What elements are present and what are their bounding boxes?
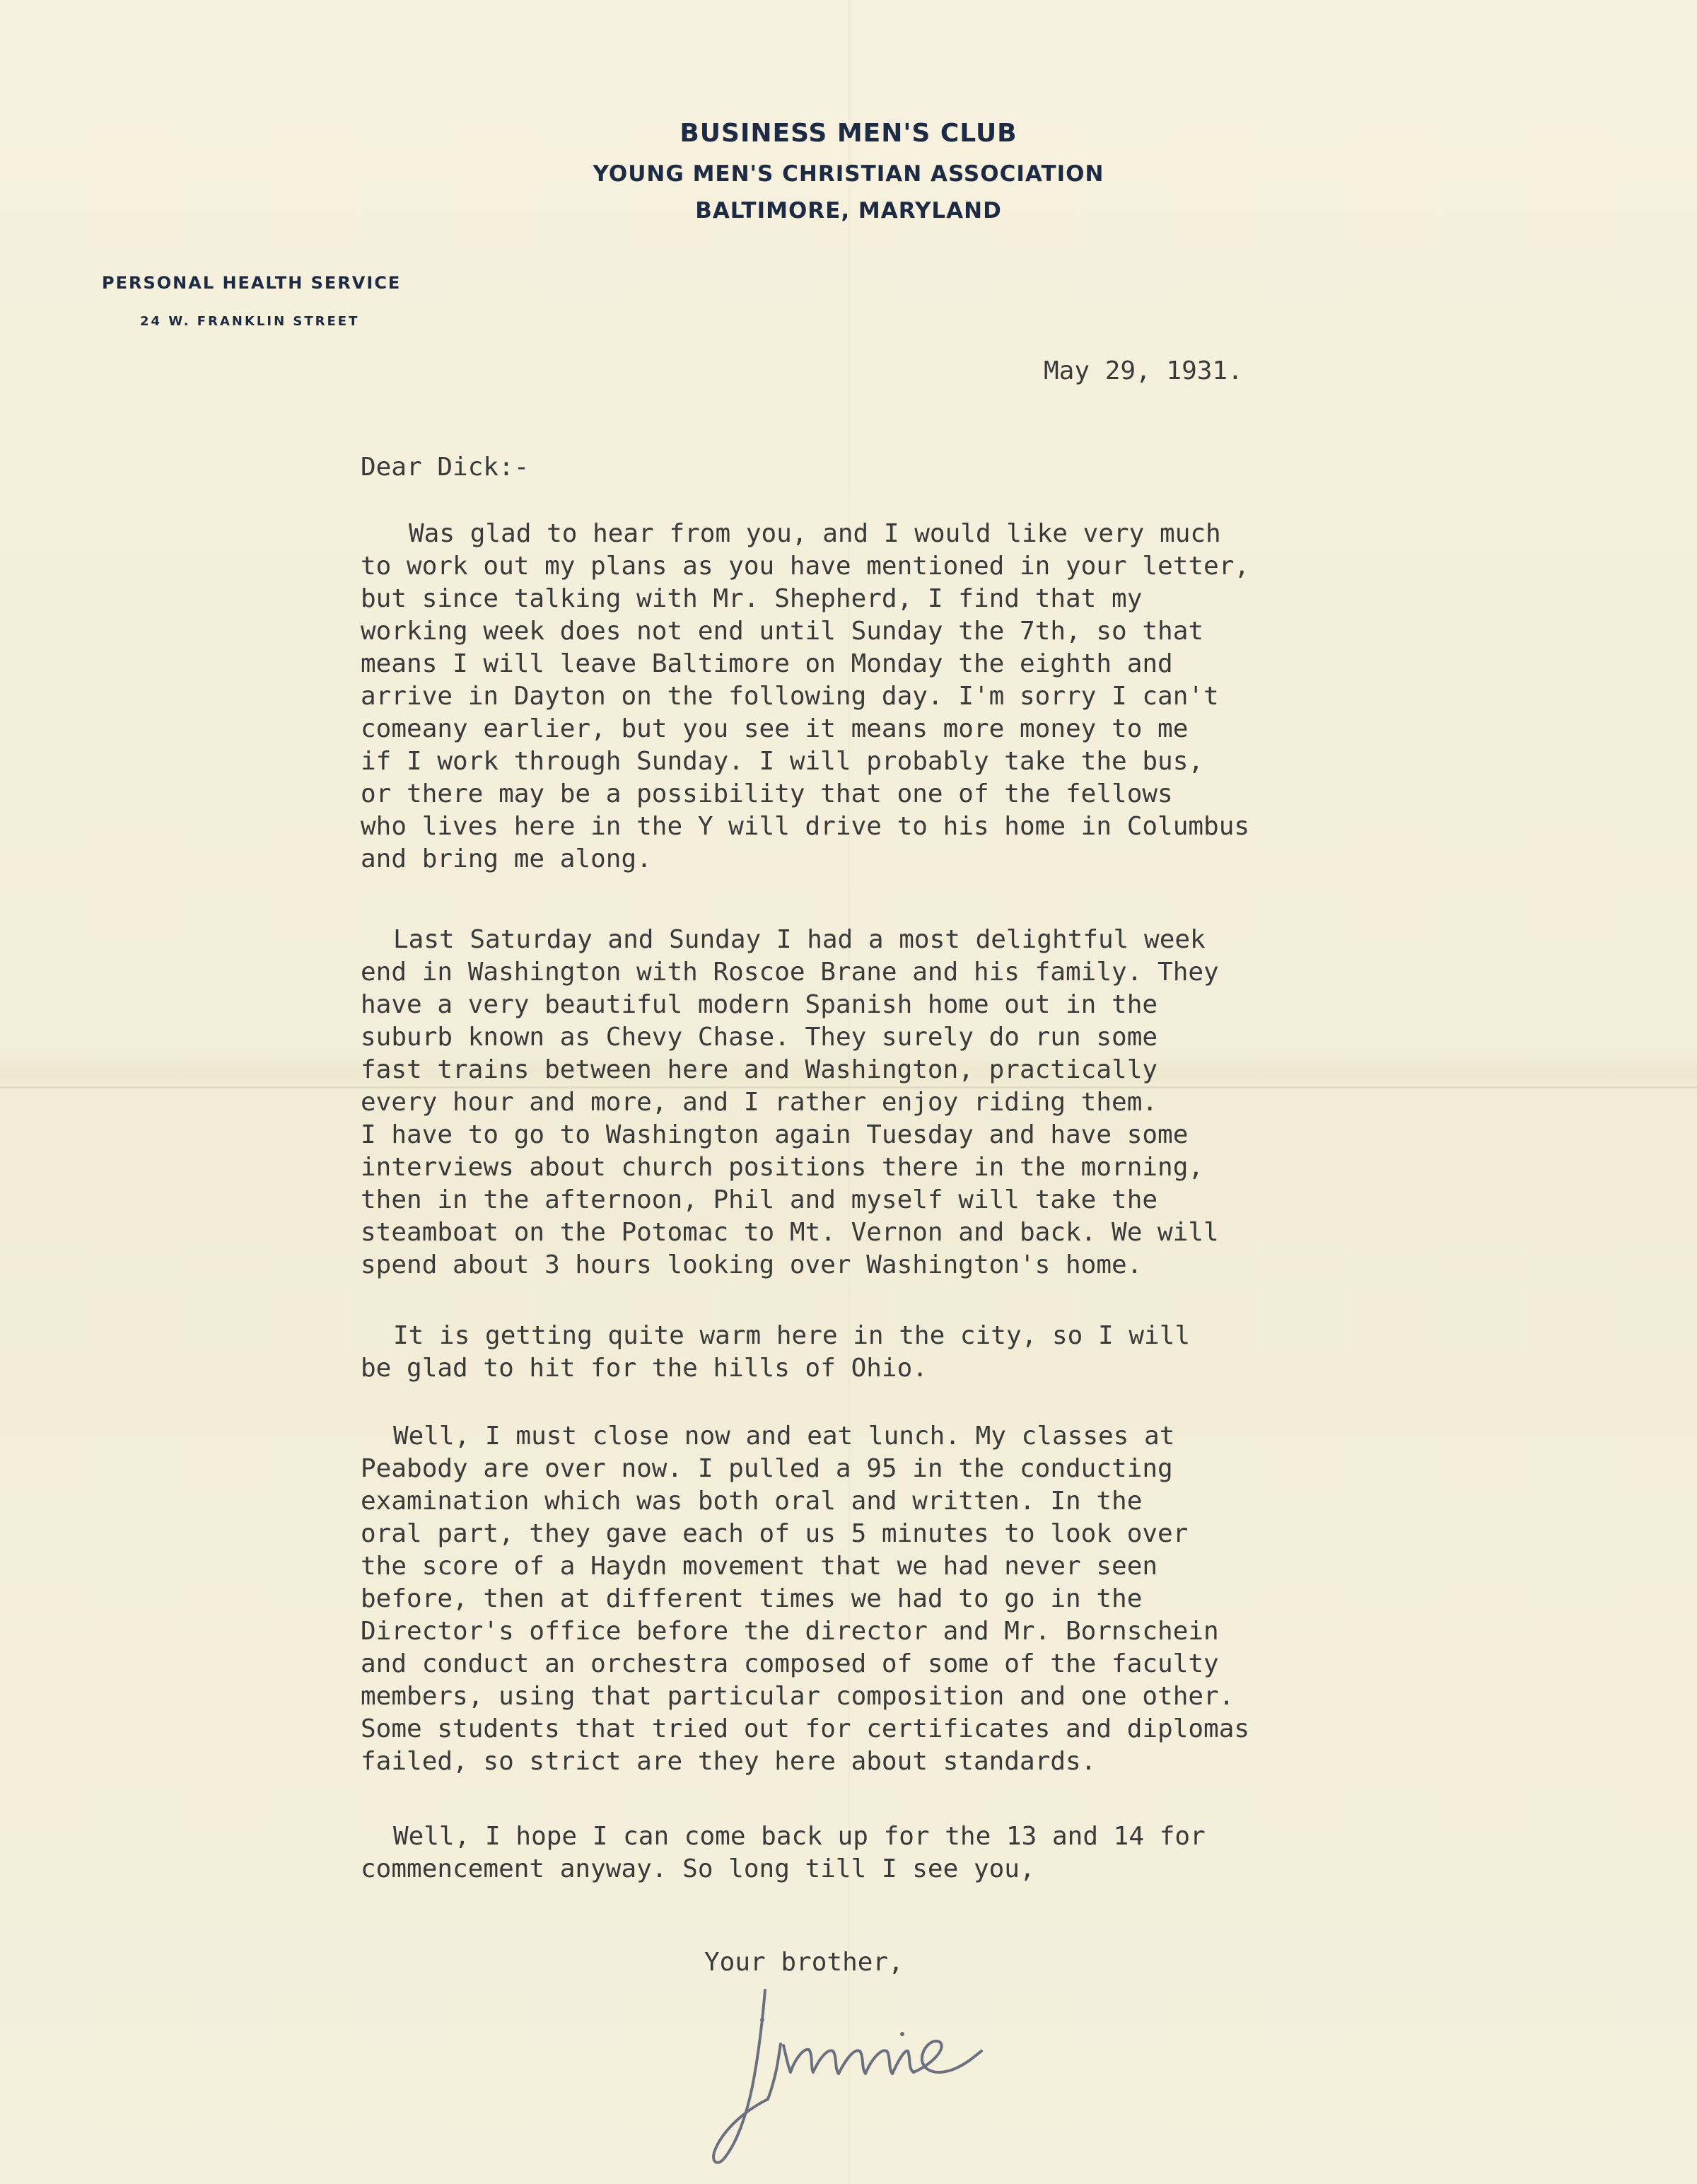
body-line: Last Saturday and Sunday I had a most delightful week [393,925,1206,954]
body-line: failed, so strict are they here about standards. [361,1747,1097,1776]
body-line: Some students that tried out for certificates and diplomas [361,1714,1250,1743]
body-line: Well, I hope I can come back up for the 13 and 14 for [393,1822,1206,1851]
body-line: but since talking with Mr. Shepherd, I find that my [361,584,1143,613]
body-line: commencement anyway. So long till I see you, [361,1854,1035,1883]
body-line: steamboat on the Potomac to Mt. Vernon and back. We will [361,1218,1219,1247]
body-line: I have to go to Washington again Tuesday and have some [361,1120,1189,1149]
body-line: fast trains between here and Washington, practically [361,1055,1158,1084]
body-line: have a very beautiful modern Spanish home out in the [361,990,1158,1019]
body-line: be glad to hit for the hills of Ohio. [361,1354,928,1383]
body-line: examination which was both oral and written. In the [361,1487,1143,1516]
letter-date: May 29, 1931. [1044,356,1243,385]
body-line: Was glad to hear from you, and I would like very much [409,519,1221,548]
letterhead-association: YOUNG MEN'S CHRISTIAN ASSOCIATION [593,161,1104,187]
body-line: means I will leave Baltimore on Monday the eighth and [361,649,1173,678]
body-line: Director's office before the director and Mr. Bornschein [361,1617,1219,1646]
body-line: suburb known as Chevy Chase. They surely do run some [361,1023,1158,1052]
body-line: working week does not end until Sunday the 7th, so that [361,617,1204,646]
body-line: and bring me along. [361,844,652,873]
body-line: if I work through Sunday. I will probably take the bus, [361,747,1204,776]
body-line: before, then at different times we had to go in the [361,1584,1143,1613]
body-line: arrive in Dayton on the following day. I'm sorry I can't [361,682,1219,711]
body-line: to work out my plans as you have mentioned in your letter, [361,552,1250,581]
body-line: comeany earlier, but you see it means more money to me [361,714,1189,743]
body-line: or there may be a possibility that one of the fellows [361,779,1173,808]
signature-scrawl [700,1966,1004,2178]
body-line: oral part, they gave each of us 5 minutes to look over [361,1519,1189,1548]
body-line: and conduct an orchestra composed of some of the faculty [361,1649,1219,1678]
body-line: who lives here in the Y will drive to his home in Columbus [361,812,1250,841]
salutation: Dear Dick:- [361,453,530,482]
closing: Your brother, [704,1948,904,1977]
body-line: the score of a Haydn movement that we had never seen [361,1552,1158,1581]
letterhead-city: BALTIMORE, MARYLAND [695,198,1002,223]
body-line: every hour and more, and I rather enjoy riding them. [361,1088,1158,1117]
body-line: interviews about church positions there in the morning, [361,1153,1204,1182]
body-line: Peabody are over now. I pulled a 95 in the conducting [361,1454,1173,1483]
body-line: Well, I must close now and eat lunch. My classes at [393,1422,1175,1451]
body-line: It is getting quite warm here in the city, so I will [393,1321,1191,1350]
signature [700,1966,1004,2178]
body-line: then in the afternoon, Phil and myself will take the [361,1185,1158,1214]
body-line: members, using that particular composition and one other. [361,1682,1235,1711]
body-line: end in Washington with Roscoe Brane and his family. They [361,958,1219,987]
letterhead-club: BUSINESS MEN'S CLUB [680,119,1017,148]
body-line: spend about 3 hours looking over Washington's home. [361,1250,1143,1279]
department-name: PERSONAL HEALTH SERVICE [102,273,402,293]
department-address: 24 W. FRANKLIN STREET [140,314,360,329]
